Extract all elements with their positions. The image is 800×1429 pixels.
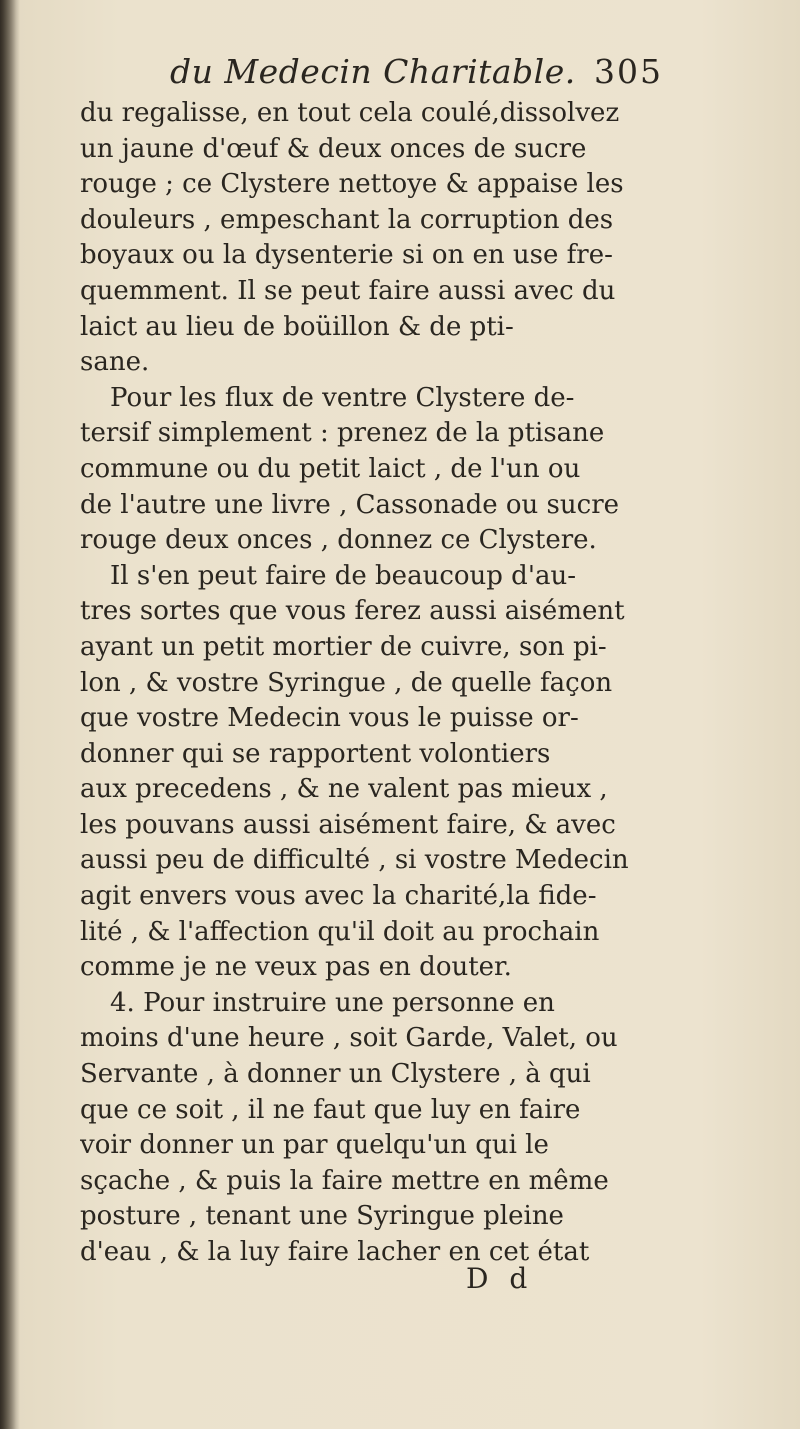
text-line: que vostre Medecin vous le puisse or- [80, 703, 579, 734]
text-line: Pour les flux de ventre Clystere de- [110, 382, 575, 413]
body-text [80, 96, 640, 1271]
text-line: que ce soit , il ne faut que luy en faire [80, 1094, 581, 1125]
text-line: du regalisse, en tout cela coulé,dissolvez [80, 98, 620, 128]
text-line: tres sortes que vous ferez aussi aisément [80, 596, 625, 627]
text-line: moins d'une heure , soit Garde, Valet, ou [80, 1023, 618, 1054]
text-line: voir donner un par quelqu'un qui le [80, 1130, 549, 1161]
text-line: comme je ne veux pas en douter. [80, 952, 512, 983]
signature-mark: D d [466, 1262, 534, 1295]
text-line: douleurs , empeschant la corruption des [80, 204, 614, 235]
text-line: commune ou du petit laict , de l'un ou [80, 453, 581, 484]
text-line: posture , tenant une Syringue pleine [80, 1201, 564, 1232]
text-line: lité , & l'affection qu'il doit au prochain [80, 916, 600, 947]
running-title: du Medecin Charitable. [170, 52, 576, 91]
text-line: ayant un petit mortier de cuivre, son pi- [80, 631, 607, 662]
text-line: Servante , à donner un Clystere , à qui [80, 1059, 591, 1090]
text-line: sane. [80, 347, 150, 378]
text-line: tersif simplement : prenez de la ptisane [80, 418, 605, 449]
text-line: Il s'en peut faire de beaucoup d'au- [110, 560, 577, 591]
text-line: rouge ; ce Clystere nettoye & appaise les [80, 169, 624, 200]
text-line: un jaune d'œuf & deux onces de sucre [80, 133, 587, 164]
text-line: aux precedens , & ne valent pas mieux , [80, 774, 608, 805]
text-line: donner qui se rapportent volontiers [80, 738, 551, 769]
text-line: rouge deux onces , donnez ce Clystere. [80, 525, 597, 556]
text-line: lon , & vostre Syringue , de quelle façon [80, 667, 613, 698]
text-line: quemment. Il se peut faire aussi avec du [80, 275, 616, 306]
text-line: les pouvans aussi aisément faire, & avec [80, 809, 616, 840]
text-line: aussi peu de difficulté , si vostre Medecin [80, 845, 629, 876]
text-line: agit envers vous avec la charité,la fide- [80, 881, 597, 912]
text-line: boyaux ou la dysenterie si on en use fre- [80, 240, 613, 271]
text-line: laict au lieu de boüillon & de pti- [80, 311, 514, 342]
text-line: de l'autre une livre , Cassonade ou sucre [80, 489, 620, 520]
text-line: d'eau , & la luy faire lacher en cet état [80, 1237, 590, 1267]
page-number: 305 [594, 52, 663, 91]
text-line: sçache , & puis la faire mettre en même [80, 1165, 609, 1196]
text-line: 4. Pour instruire une personne en [110, 987, 555, 1018]
spine-shadow [0, 0, 20, 1429]
